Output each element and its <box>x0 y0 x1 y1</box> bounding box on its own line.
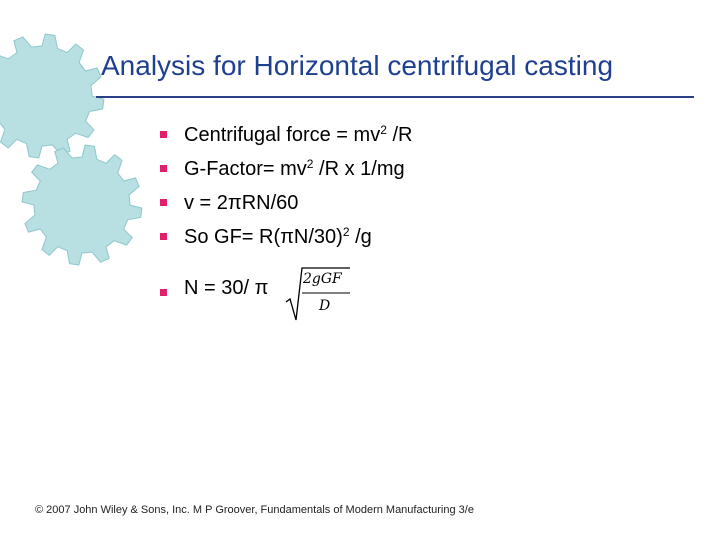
gear-icon-large <box>0 34 104 158</box>
formula-prefix: N = 30/ π <box>184 277 269 299</box>
title-divider <box>96 96 694 98</box>
bullet-text: G-Factor= $mv^2$ /R x 1/mg <box>184 157 405 180</box>
bullet-text: v = 2πRN/60 <box>184 192 299 214</box>
gear-icon-small <box>22 145 142 265</box>
bullet-marker <box>160 289 167 296</box>
bullet-marker <box>160 165 167 172</box>
bullet-marker <box>160 199 167 206</box>
bullet-text: So $GF= R(\pi N/30)^2$ /g <box>184 225 372 248</box>
bullet-text: Centrifugal force = $mv^2$ /R <box>184 123 413 146</box>
formula-denominator: D <box>319 298 331 314</box>
formula-numerator: 2gGF <box>303 271 342 287</box>
bullet-marker <box>160 131 167 138</box>
bullet-marker <box>160 233 167 240</box>
copyright-footer: © 2007 John Wiley & Sons, Inc. M P Groover, Fundamentals of Modern Manufacturing 3/e <box>35 504 474 516</box>
slide-title: Analysis for Horizontal centrifugal casting <box>101 50 614 81</box>
